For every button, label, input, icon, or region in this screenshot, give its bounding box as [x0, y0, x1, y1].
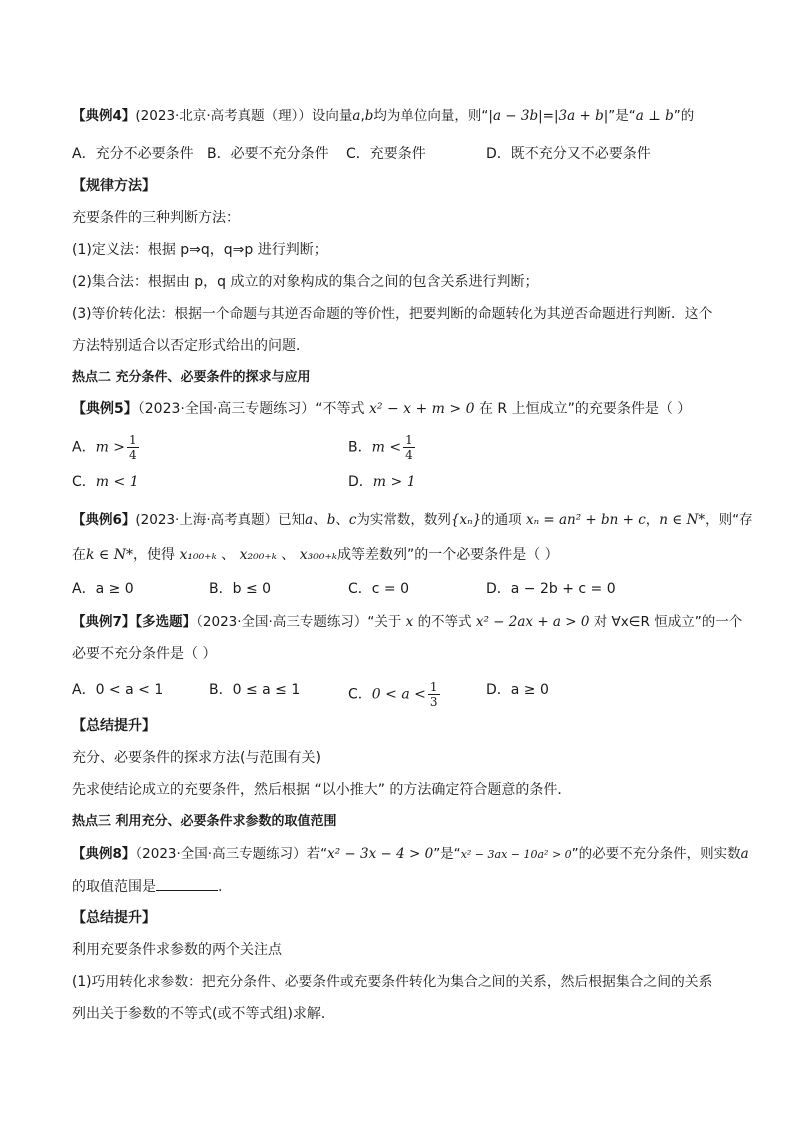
- option-c: C．m < 1: [72, 474, 139, 490]
- example-5-question: 【典例5】（2023·全国·高三专题练习）“不等式 x² − x + m > 0 在 R 上恒成立”的充要条件是（ ）: [72, 401, 692, 417]
- option-b: B．m < $\frac{1}{4}$: [348, 433, 413, 462]
- option-a: A．a ≥ 0: [72, 581, 134, 597]
- example-7-question: 【典例7】【多选题】（2023·全国·高三专题练习）“关于 x 的不等式 x² − 2ax + a > 0 对 ∀x∈R 恒成立”的一个: [72, 614, 743, 630]
- summary-line: 先求使结论成立的充要条件，然后根据 “以小推大” 的方法确定符合题意的条件．: [72, 782, 572, 798]
- option-d: D．a − 2b + c = 0: [486, 581, 616, 597]
- example-7-question-cont: 必要不充分条件是（ ）: [72, 646, 217, 662]
- section-heading-summary: 【总结提升】: [72, 910, 156, 926]
- example-8-question-cont: 的取值范围是 .: [72, 876, 222, 897]
- fraction: $\frac{1}{3}$: [429, 680, 438, 709]
- option-b: B．必要不充分条件: [207, 146, 329, 162]
- example-4-question: 【典例4】(2023·北京·高考真题（理））设向量a,b均为单位向量，则“|a − 3b|=|3a + b|”是“a ⊥ b”的: [72, 108, 695, 124]
- method-intro: 充要条件的三种判断方法：: [72, 210, 240, 226]
- summary-line: 充分、必要条件的探求方法(与范围有关): [72, 750, 321, 766]
- fraction: $\frac{1}{4}$: [405, 433, 413, 462]
- method-item-3-cont: 方法特别适合以否定形式给出的问题．: [72, 338, 310, 354]
- hot-topic-3-heading: 热点三 利用充分、必要条件求参数的取值范围: [72, 814, 337, 829]
- summary-line: (1)巧用转化求参数：把充分条件、必要条件或充要条件转化为集合之间的关系，然后根据集合之间的关系: [72, 974, 713, 990]
- option-a: A．m > $\frac{1}{4}$: [72, 433, 137, 462]
- section-heading-summary: 【总结提升】: [72, 718, 156, 734]
- option-c: C．0 < a < $\frac{1}{3}$: [348, 680, 438, 709]
- option-a: A．充分不必要条件: [72, 146, 194, 162]
- method-item-3: (3)等价转化法：根据一个命题与其逆否命题的等价性，把要判断的命题转化为其逆否命题进行判断．这个: [72, 306, 713, 322]
- hot-topic-2-heading: 热点二 充分条件、必要条件的探求与应用: [72, 370, 311, 385]
- option-c: C．c = 0: [348, 581, 410, 597]
- option-a: A．0 < a < 1: [72, 682, 164, 698]
- fraction: $\frac{1}{4}$: [129, 433, 137, 462]
- method-item-1: (1)定义法：根据 p⇒q，q⇒p 进行判断；: [72, 242, 328, 258]
- option-b: B．b ≤ 0: [209, 581, 272, 597]
- section-heading-method: 【规律方法】: [72, 178, 156, 194]
- answer-blank[interactable]: [156, 876, 218, 891]
- example-8-question: 【典例8】（2023·全国·高三专题练习）若“x² − 3x − 4 > 0”是“x² − 3ax − 10a² > 0”的必要不充分条件，则实数a: [72, 846, 749, 862]
- example-6-question: 【典例6】(2023·上海·高考真题）已知a、b、c为实常数，数列{xₙ}的通项 xₙ = an² + bn + c，n ∈ N*，则“存: [72, 512, 753, 528]
- example-tag: 【典例4】: [72, 108, 136, 124]
- method-item-2: (2)集合法：根据由 p，q 成立的对象构成的集合之间的包含关系进行判断；: [72, 274, 539, 290]
- summary-line: 列出关于参数的不等式(或不等式组)求解．: [72, 1006, 335, 1022]
- option-d: D．m > 1: [348, 474, 416, 490]
- option-d: D．既不充分又不必要条件: [486, 146, 651, 162]
- option-d: D．a ≥ 0: [486, 682, 549, 698]
- option-b: B．0 ≤ a ≤ 1: [209, 682, 301, 698]
- summary-line: 利用充要条件求参数的两个关注点: [72, 942, 282, 958]
- option-c: C．充要条件: [346, 146, 426, 162]
- example-6-question-cont: 在k ∈ N*，使得 x₁₀₀₊ₖ 、 x₂₀₀₊ₖ 、 x₃₀₀₊ₖ成等差数列”的一个必要条件是（ ）: [72, 547, 559, 563]
